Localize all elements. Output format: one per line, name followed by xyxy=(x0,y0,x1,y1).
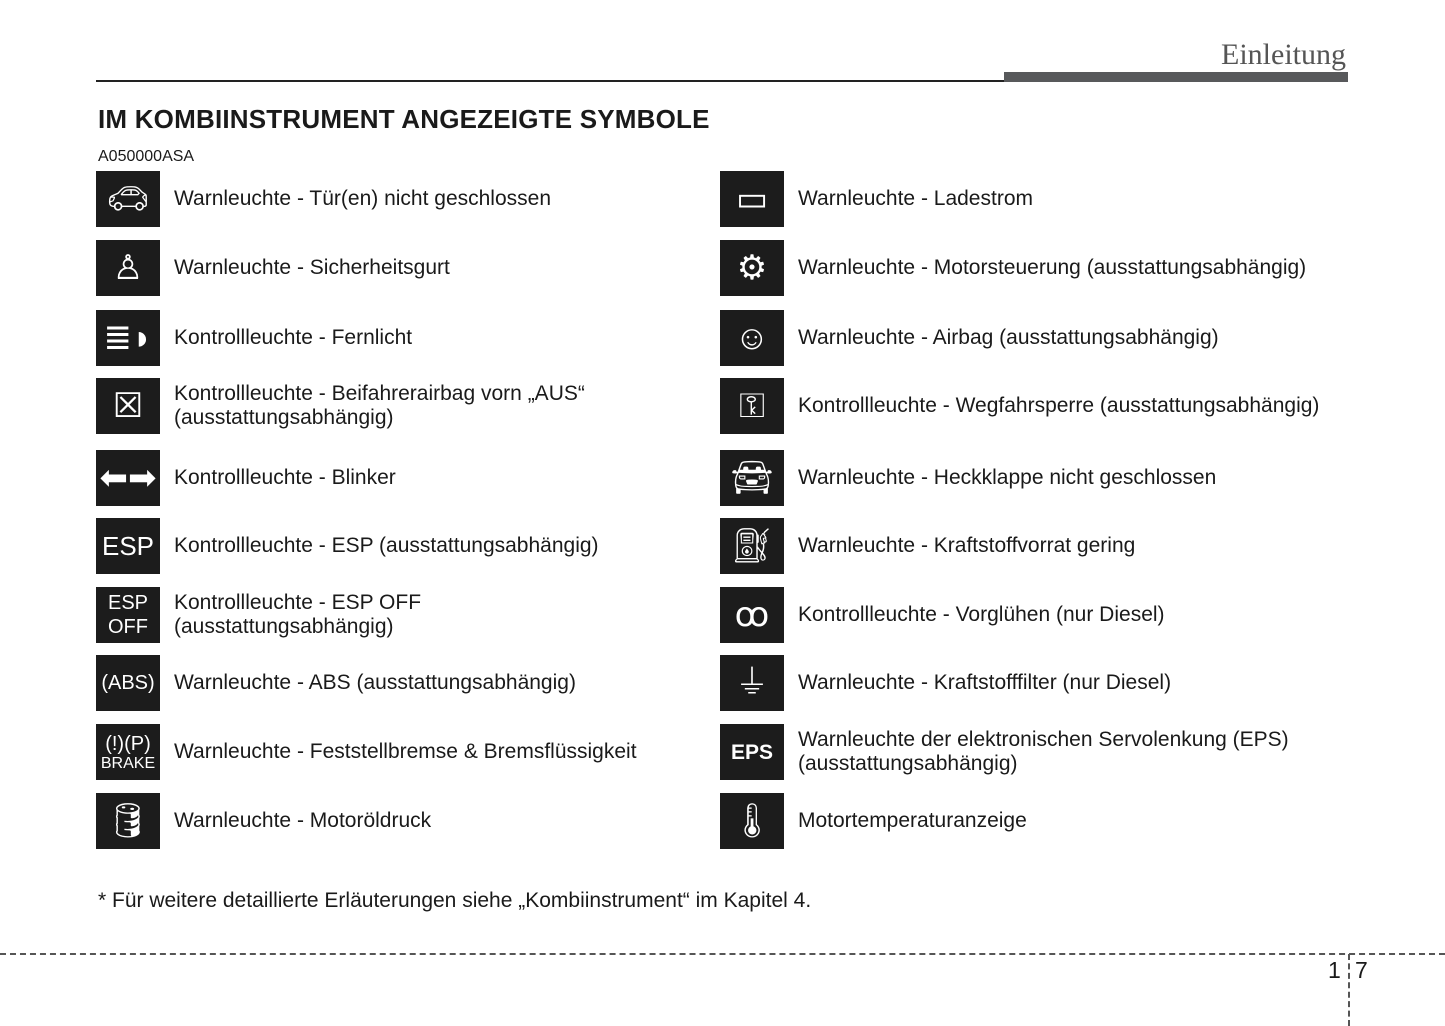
symbol-row xyxy=(720,587,1165,643)
trunk-open-icon: 🚘︎ xyxy=(720,450,784,506)
symbol-label: Warnleuchte - Motoröldruck xyxy=(174,809,432,832)
brake-icon: (!)(P) BRAKE xyxy=(96,724,160,780)
symbol-label: Kontrollleuchte - ESP (ausstattungsabhängig) xyxy=(174,534,599,557)
symbol-label: Warnleuchte - Kraftstoffvorrat gering xyxy=(798,534,1136,557)
engine-check-icon: ⚙ xyxy=(720,240,784,296)
symbol-row xyxy=(96,240,450,296)
symbol-row xyxy=(96,793,431,849)
symbol-label: Kontrollleuchte - Beifahrerairbag vorn „AUS“ (ausstattungsabhängig) xyxy=(174,382,585,429)
symbol-label: Warnleuchte - Heckklappe nicht geschlossen xyxy=(798,466,1217,489)
high-beam-icon: ≣◗ xyxy=(96,310,160,366)
symbol-label: Warnleuchte - Airbag (ausstattungsabhängig) xyxy=(798,326,1219,349)
eps-icon: EPS xyxy=(720,724,784,780)
header-bar xyxy=(1004,72,1348,82)
abs-icon: (ABS) xyxy=(96,655,160,711)
symbol-label: Kontrollleuchte - Wegfahrsperre (ausstattungsabhängig) xyxy=(798,394,1320,417)
symbol-row xyxy=(720,655,1171,711)
esp-icon: ESP xyxy=(96,518,160,574)
symbol-row xyxy=(96,310,412,366)
seatbelt-icon: ♙ xyxy=(96,240,160,296)
symbol-row xyxy=(96,378,585,434)
section-title: Einleitung xyxy=(1221,38,1346,71)
symbol-label: Warnleuchte - Tür(en) nicht geschlossen xyxy=(174,187,552,210)
symbol-row xyxy=(720,171,1033,227)
header-rule xyxy=(96,80,1006,82)
battery-icon: ▭ xyxy=(720,171,784,227)
symbol-row xyxy=(96,171,551,227)
symbol-label: Warnleuchte - Feststellbremse & Bremsflüssigkeit xyxy=(174,740,637,763)
symbol-label: Kontrollleuchte - Vorglühen (nur Diesel) xyxy=(798,603,1165,626)
symbol-row xyxy=(720,724,1289,780)
airbag-icon: ☺ xyxy=(720,310,784,366)
symbol-row xyxy=(96,518,599,574)
symbol-label: Warnleuchte - Kraftstofffilter (nur Diesel) xyxy=(798,671,1172,694)
glow-plug-icon: ꝏ xyxy=(720,587,784,643)
door-open-icon: 🚗︎ xyxy=(96,171,160,227)
oil-pressure-icon: 🛢︎ xyxy=(96,793,160,849)
symbol-label: Warnleuchte - ABS (ausstattungsabhängig) xyxy=(174,671,576,694)
symbol-row xyxy=(720,793,1027,849)
page-number: 7 xyxy=(1355,957,1368,983)
immobilizer-icon: ⚿ xyxy=(720,378,784,434)
esp-off-icon: ESP OFF xyxy=(96,587,160,643)
coolant-temp-icon: 🌡︎ xyxy=(720,793,784,849)
footnote: * Für weitere detaillierte Erläuterungen siehe „Kombiinstrument“ im Kapitel 4. xyxy=(98,889,812,912)
reference-code: A050000ASA xyxy=(98,148,195,165)
fuel-filter-icon: ⏚ xyxy=(720,655,784,711)
symbol-label: Warnleuchte der elektronischen Servolenkung (EPS) (ausstattungsabhängig) xyxy=(798,728,1289,775)
symbol-label: Motortemperaturanzeige xyxy=(798,809,1027,832)
chapter-number: 1 xyxy=(1328,957,1341,983)
symbol-row xyxy=(96,587,421,643)
symbol-row xyxy=(720,450,1216,506)
symbol-label: Warnleuchte - Ladestrom xyxy=(798,187,1033,210)
symbol-label: Warnleuchte - Motorsteuerung (ausstattungsabhängig) xyxy=(798,256,1307,279)
symbol-label: Kontrollleuchte - Blinker xyxy=(174,466,396,489)
symbol-label: Kontrollleuchte - ESP OFF (ausstattungsabhängig) xyxy=(174,591,422,638)
symbol-row xyxy=(720,240,1306,296)
symbol-row xyxy=(96,655,576,711)
symbol-row xyxy=(720,310,1219,366)
fuel-icon: ⛽︎ xyxy=(720,518,784,574)
symbol-row xyxy=(720,378,1319,434)
symbol-label: Kontrollleuchte - Fernlicht xyxy=(174,326,413,349)
page-title: IM KOMBIINSTRUMENT ANGEZEIGTE SYMBOLE xyxy=(98,104,710,134)
turn-signal-icon: ⬅➡ xyxy=(96,450,160,506)
symbol-row xyxy=(96,724,637,780)
page-divider xyxy=(1348,954,1350,1026)
symbol-row xyxy=(96,450,396,506)
footer-rule xyxy=(0,953,1445,955)
symbol-row xyxy=(720,518,1135,574)
symbol-label: Warnleuchte - Sicherheitsgurt xyxy=(174,256,450,279)
passenger-airbag-off-icon: ☒ xyxy=(96,378,160,434)
